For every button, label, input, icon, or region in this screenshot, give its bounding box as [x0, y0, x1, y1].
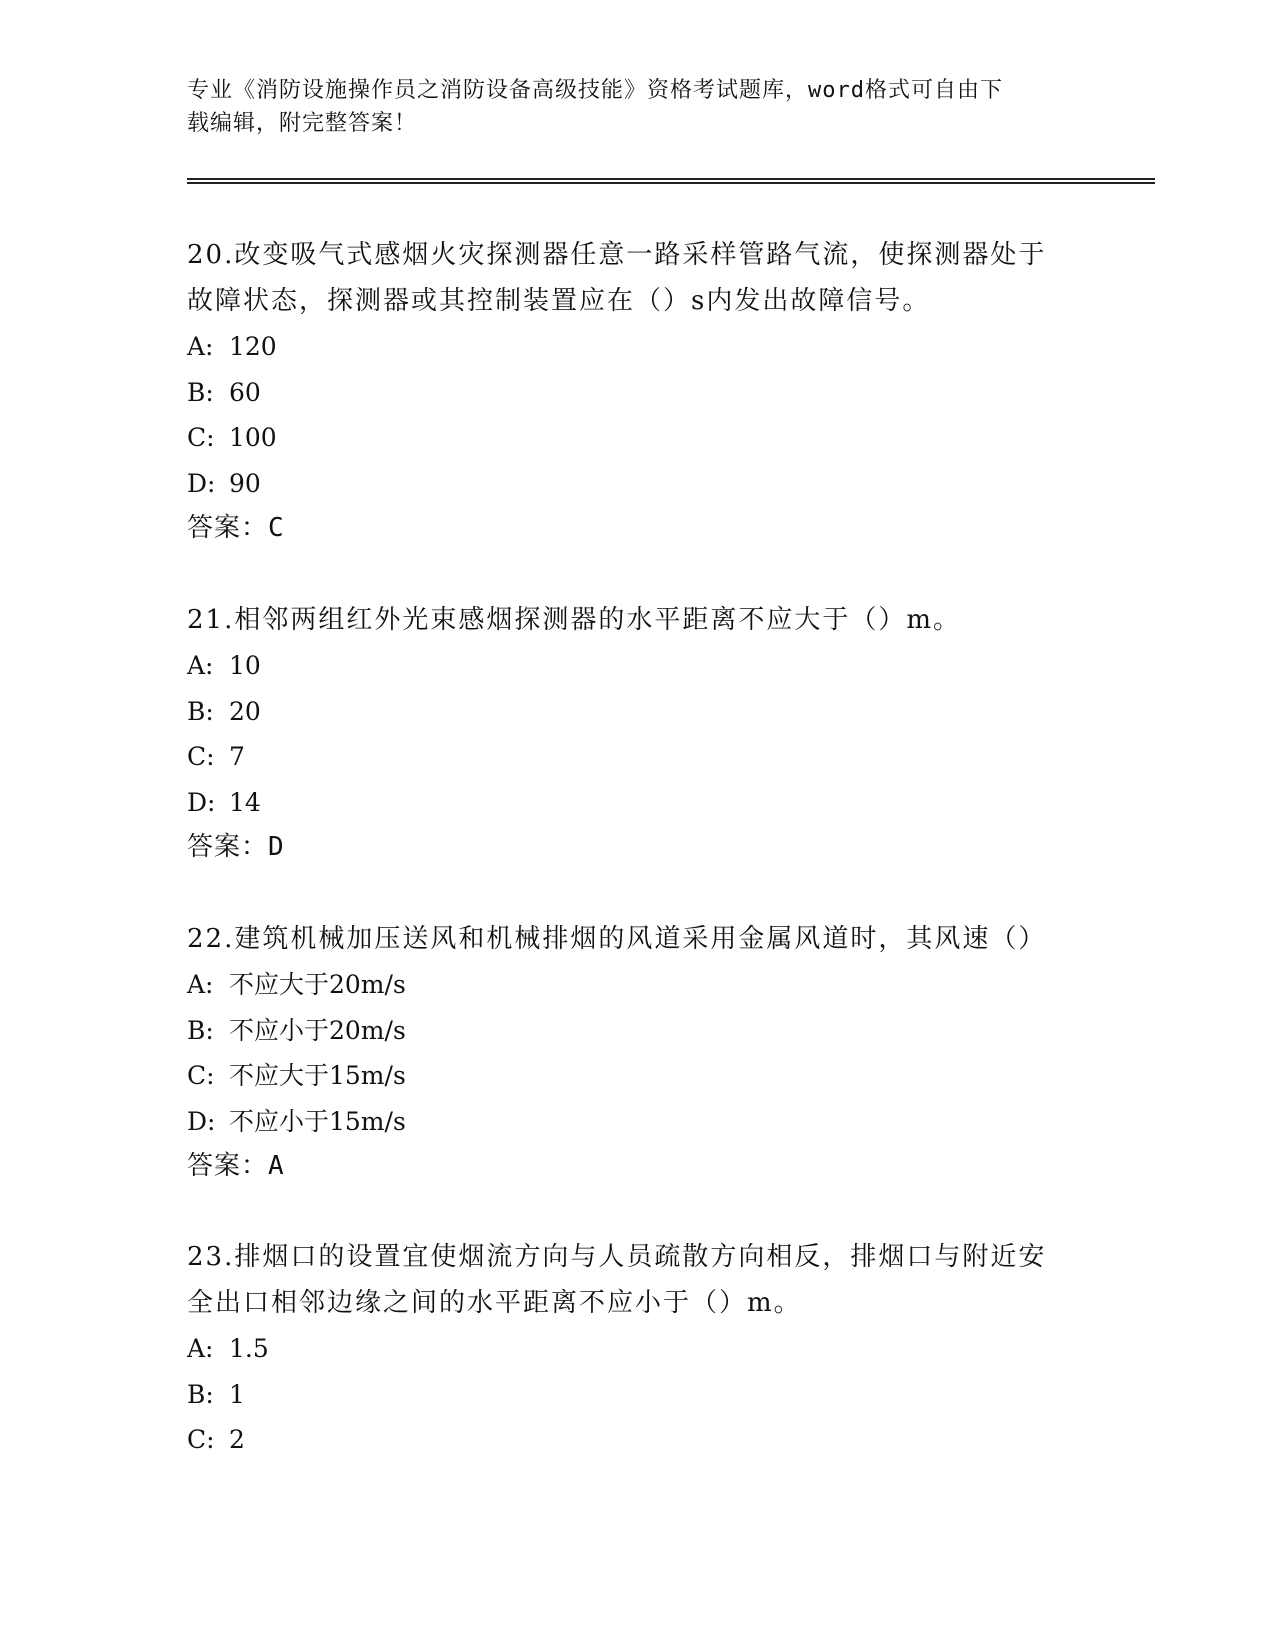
- option-letter: B:: [187, 1379, 214, 1409]
- option-letter: B:: [187, 1015, 214, 1045]
- question-23: [187, 1234, 1087, 1463]
- option-a: [187, 643, 1087, 689]
- option-text: 14: [229, 787, 261, 817]
- option-text: 1.5: [229, 1334, 269, 1363]
- option-a: [187, 1326, 1087, 1372]
- answer-line: 答案：C: [187, 513, 285, 543]
- option-b: [187, 689, 1087, 735]
- option-text: 7: [229, 742, 245, 771]
- option-letter: A:: [187, 970, 214, 999]
- option-text: 100: [229, 423, 277, 452]
- option-letter: C:: [187, 1061, 215, 1090]
- question-stem-line-1: 23.排烟口的设置宜使烟流方向与人员疏散方向相反，排烟口与附近安: [187, 1242, 1047, 1272]
- option-b: [187, 1008, 1087, 1054]
- answer-line: 答案：A: [187, 1151, 285, 1181]
- option-letter: C:: [187, 1425, 215, 1454]
- question-stem-line-2: 全出口相邻边缘之间的水平距离不应小于（）m。: [187, 1288, 802, 1318]
- header-line-1: 专业《消防设施操作员之消防设备高级技能》资格考试题库，word格式可自由下: [187, 78, 1003, 103]
- question-stem: [187, 232, 1087, 324]
- question-stem-line-2: 故障状态，探测器或其控制装置应在（）s内发出故障信号。: [187, 286, 931, 316]
- option-letter: C:: [187, 742, 215, 771]
- option-a: [187, 324, 1087, 370]
- option-a: [187, 962, 1087, 1008]
- question-21: [187, 597, 1087, 871]
- option-letter: D:: [187, 468, 216, 498]
- option-letter: B:: [187, 377, 214, 407]
- option-text: 20: [229, 696, 261, 726]
- question-22: [187, 916, 1087, 1190]
- option-letter: D:: [187, 787, 216, 817]
- option-c: [187, 734, 1087, 780]
- option-c: [187, 415, 1087, 461]
- option-b: [187, 1372, 1087, 1418]
- document-header: [187, 74, 1087, 140]
- option-letter: A:: [187, 651, 214, 680]
- option-c: [187, 1417, 1087, 1463]
- option-text: 不应大于20m/s: [229, 970, 406, 999]
- option-text: 不应小于15m/s: [229, 1106, 406, 1136]
- option-text: 10: [229, 651, 261, 680]
- option-text: 不应大于15m/s: [229, 1061, 406, 1090]
- option-text: 60: [229, 377, 261, 407]
- question-stem: [187, 597, 1087, 643]
- question-stem: [187, 916, 1087, 962]
- option-d: [187, 1099, 1087, 1145]
- option-text: 1: [229, 1379, 245, 1409]
- option-letter: B:: [187, 696, 214, 726]
- option-text: 2: [229, 1425, 245, 1454]
- option-text: 120: [229, 332, 277, 361]
- option-text: 90: [229, 468, 261, 498]
- option-letter: A:: [187, 332, 214, 361]
- question-stem: [187, 1234, 1087, 1326]
- option-d: [187, 780, 1087, 826]
- question-20: [187, 232, 1087, 552]
- option-c: [187, 1053, 1087, 1099]
- option-b: [187, 370, 1087, 416]
- question-stem-line-1: 20.改变吸气式感烟火灾探测器任意一路采样管路气流，使探测器处于: [187, 240, 1047, 270]
- option-letter: D:: [187, 1106, 216, 1136]
- question-stem-line-1: 22.建筑机械加压送风和机械排烟的风道采用金属风道时，其风速（）: [187, 924, 1047, 954]
- question-stem-line-1: 21.相邻两组红外光束感烟探测器的水平距离不应大于（）m。: [187, 605, 962, 635]
- option-text: 不应小于20m/s: [229, 1015, 406, 1045]
- option-d: [187, 461, 1087, 507]
- header-divider: [187, 178, 1155, 184]
- header-line-2: 载编辑，附完整答案！: [187, 111, 418, 136]
- option-letter: A:: [187, 1334, 214, 1363]
- option-letter: C:: [187, 423, 215, 452]
- answer-line: 答案：D: [187, 832, 285, 862]
